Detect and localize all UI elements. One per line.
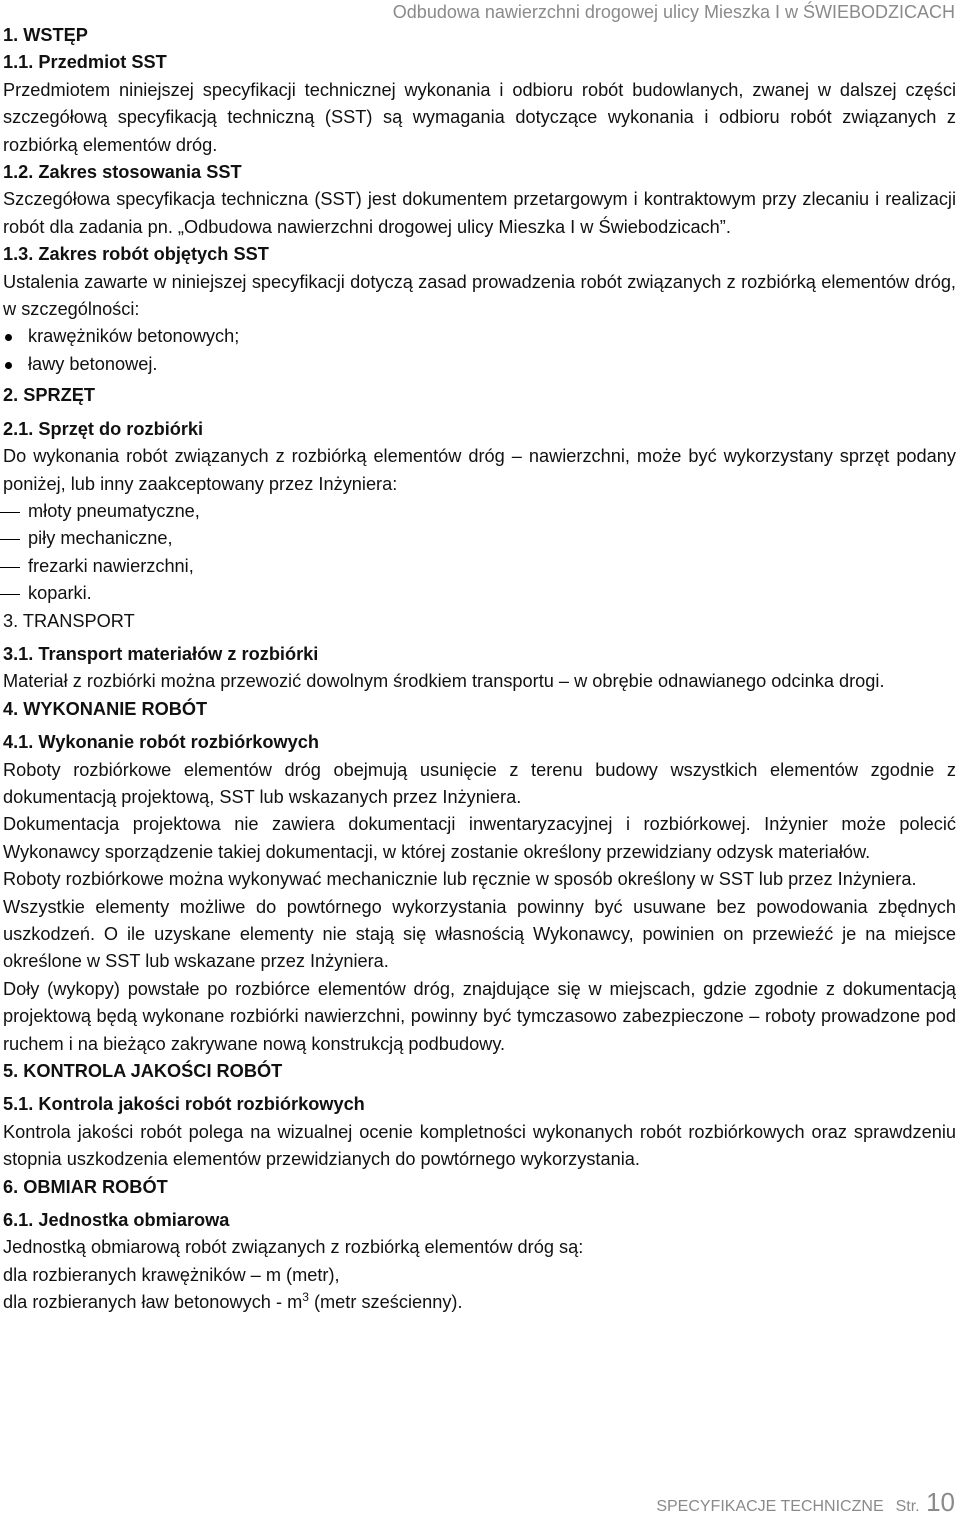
section-2-heading: 2. SPRZĘT — [3, 385, 95, 406]
list-item-text: frezarki nawierzchni, — [28, 555, 194, 576]
section-4-1-paragraph-5: Doły (wykopy) powstałe po rozbiórce elementów dróg, znajdujące się w miejscach, gdzie zgodnie z dokumentacją projektową będą wykonane rozbiórki nawierzchni, powinny być tymczasowo zabezpieczone – roboty prowadzone pod ruchem i na bieżąco zakrywane nową konstrukcją podbudowy. — [3, 978, 956, 1054]
unit-benches — [3, 1289, 956, 1316]
section-1-heading: 1. WSTĘP — [3, 25, 88, 45]
unit-benches-text: dla rozbieranych ław betonowych - m — [3, 1292, 303, 1313]
footer-label: SPECYFIKACJE TECHNICZNE — [656, 1498, 884, 1515]
page-footer — [656, 1487, 955, 1518]
page-number: 10 — [926, 1487, 955, 1517]
section-3-1-text: Materiał z rozbiórki można przewozić dowolnym środkiem transportu – w obrębie odnawianego odcinka drogi. — [3, 671, 885, 692]
dash-icon — [0, 594, 20, 595]
bullet-icon — [5, 334, 12, 341]
section-4-1-paragraph-1: Roboty rozbiórkowe elementów dróg obejmują usunięcie z terenu budowy wszystkich elementów zgodnie z dokumentacją projektową, SST lub wskazanych przez Inżyniera. — [3, 759, 956, 807]
section-4-1-paragraph-4: Wszystkie elementy możliwe do powtórnego wykorzystania powinny być usuwane bez powodowania zbędnych uszkodzeń. O ile uzyskane elementy nie stają się własnością Wykonawcy, powinien on przewieźć je na miejsce określone w SST lub wskazane przez Inżyniera. — [3, 896, 956, 972]
section-5-1-heading: 5.1. Kontrola jakości robót rozbiórkowych — [3, 1094, 365, 1115]
section-6-heading: 6. OBMIAR ROBÓT — [3, 1176, 168, 1197]
section-4-1-paragraph-3: Roboty rozbiórkowe można wykonywać mechanicznie lub ręcznie w sposób określony w SST lub przez Inżyniera. — [3, 869, 917, 890]
section-5-1-text: Kontrola jakości robót polega na wizualnej ocenie kompletności wykonanych robót rozbiórkowych oraz sprawdzeniu stopnia uszkodzenia elementów przewidzianych do powtórnego wykorzystania. — [3, 1121, 956, 1170]
list-item — [3, 580, 956, 607]
section-4-heading: 4. WYKONANIE ROBÓT — [3, 698, 208, 719]
section-4-1-paragraph-2: Dokumentacja projektowa nie zawiera dokumentacji inwentaryzacyjnej i rozbiórkowej. Inżynier może polecić Wykonawcy sporządzenie takiej dokumentacji, w której zostanie określony przewidziany odzysk materiałów. — [3, 814, 956, 862]
section-1-2-heading: 1.2. Zakres stosowania SST — [3, 162, 242, 183]
bullet-icon — [5, 362, 12, 369]
list-item-text: koparki. — [28, 583, 92, 604]
section-2-1-heading: 2.1. Sprzęt do rozbiórki — [3, 418, 204, 439]
section-3-1-heading: 3.1. Transport materiałów z rozbiórki — [3, 643, 319, 664]
footer-page-prefix: Str. — [895, 1498, 920, 1515]
list-item — [3, 553, 956, 580]
section-3-heading: 3. TRANSPORT — [3, 610, 135, 631]
running-header: Odbudowa nawierzchni drogowej ulicy Mieszka I w ŚWIEBODZICACH — [392, 2, 955, 22]
list-item — [3, 525, 956, 552]
equipment-list — [3, 498, 956, 608]
unit-curbs: dla rozbieranych krawężników – m (metr), — [3, 1264, 340, 1285]
scope-list — [3, 323, 956, 378]
unit-benches-suffix: (metr sześcienny). — [308, 1292, 463, 1313]
section-5-heading: 5. KONTROLA JAKOŚCI ROBÓT — [3, 1061, 283, 1082]
section-4-1-heading: 4.1. Wykonanie robót rozbiórkowych — [3, 732, 319, 753]
list-item-text: ławy betonowej. — [28, 353, 158, 374]
section-1-1-heading: 1.1. Przedmiot SST — [3, 52, 167, 73]
list-item-text: młoty pneumatyczne, — [28, 500, 200, 521]
unit-intro: Jednostką obmiarową robót związanych z rozbiórką elementów dróg są: — [3, 1237, 584, 1258]
document-body — [3, 22, 956, 1317]
dash-icon — [0, 512, 20, 513]
section-1-1-text: Przedmiotem niniejszej specyfikacji technicznej wykonania i odbioru robót budowlanych, zwanej w dalszej części szczegółową specyfikacją techniczną (SST) są wymagania dotyczące wykonania i odbioru robót związanych z rozbiórką elementów dróg. — [3, 79, 956, 155]
section-6-1-heading: 6.1. Jednostka obmiarowa — [3, 1210, 230, 1231]
list-item — [3, 323, 956, 350]
dash-icon — [0, 539, 20, 540]
section-2-1-text: Do wykonania robót związanych z rozbiórką elementów dróg – nawierzchni, może być wykorzystany sprzęt podany poniżej, lub inny zaakceptowany przez Inżyniera: — [3, 446, 956, 494]
list-item-text: piły mechaniczne, — [28, 528, 173, 549]
list-item — [3, 498, 956, 525]
dash-icon — [0, 567, 20, 568]
section-1-2-text: Szczegółowa specyfikacja techniczna (SST) jest dokumentem przetargowym i kontraktowym przy zlecaniu i realizacji robót dla zadania pn. „Odbudowa nawierzchni drogowej ulicy Mieszka I w Świebodzicach”. — [3, 189, 956, 237]
list-item-text: krawężników betonowych; — [28, 326, 240, 347]
unit-exponent: 3 — [302, 1290, 309, 1305]
section-1-3-heading: 1.3. Zakres robót objętych SST — [3, 244, 269, 265]
section-1-3-text: Ustalenia zawarte w niniejszej specyfikacji dotyczą zasad prowadzenia robót związanych z rozbiórką elementów dróg, w szczególności: — [3, 271, 956, 320]
list-item — [3, 351, 956, 378]
